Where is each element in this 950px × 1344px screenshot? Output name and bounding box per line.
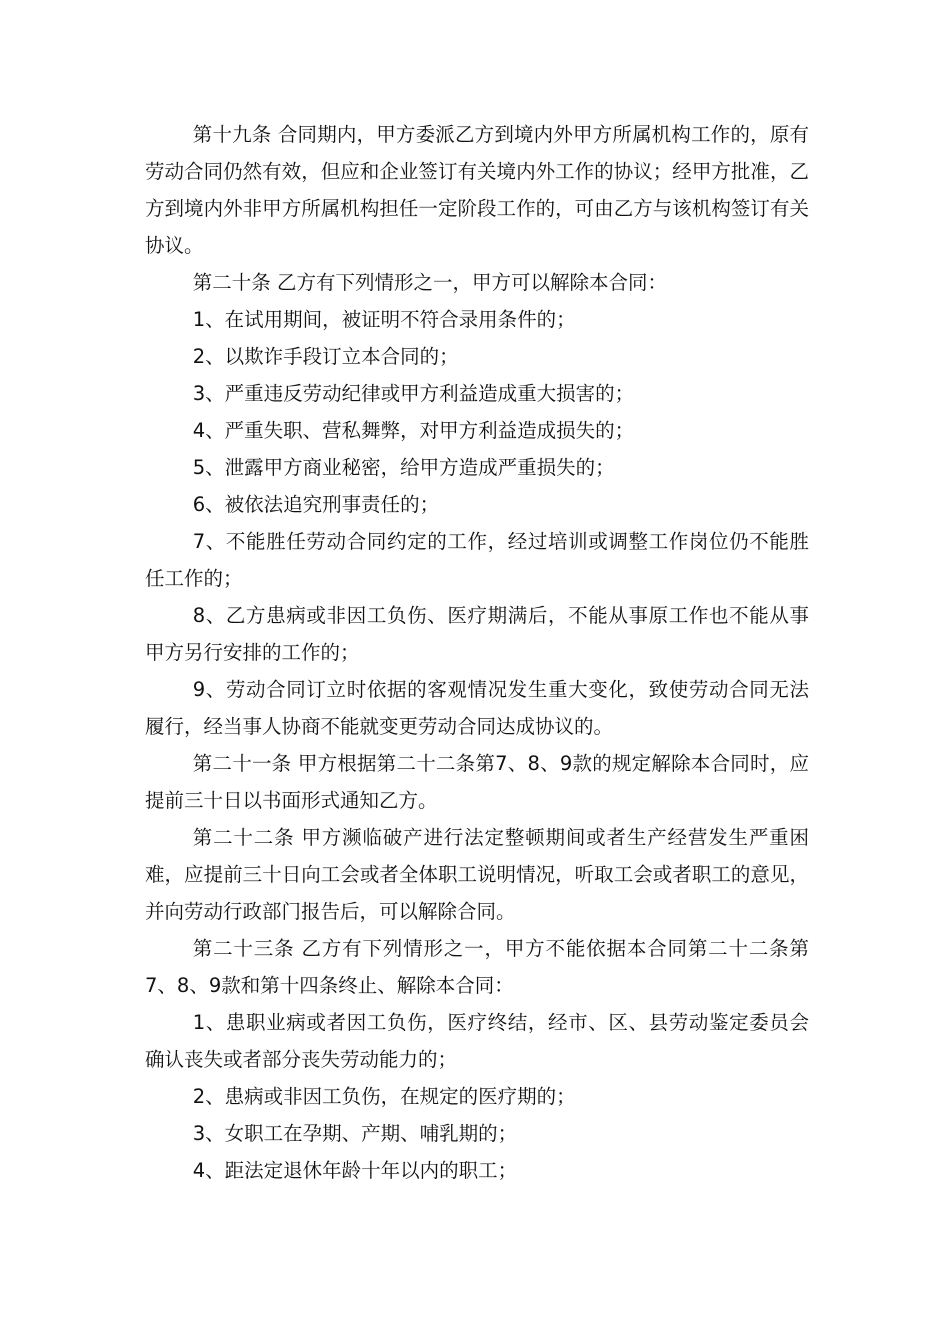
list-item-20-5: 5、泄露甲方商业秘密，给甲方造成严重损失的； xyxy=(192,456,615,479)
list-item-20-4: 4、严重失职、营私舞弊，对甲方利益造成损失的； xyxy=(192,419,635,442)
list-item-23-4: 4、距法定退休年龄十年以内的职工； xyxy=(192,1159,518,1182)
list-item-20-1: 1、在试用期间，被证明不符合录用条件的； xyxy=(192,308,576,331)
document-body xyxy=(145,116,809,1189)
list-item-20-8: 8、乙方患病或非因工负伤、医疗期满后，不能从事原工作也不能从事甲方另行安排的工作的； xyxy=(145,604,809,664)
list-item-20-3: 3、严重违反劳动纪律或甲方利益造成重大损害的； xyxy=(192,382,635,405)
list-item-20-9: 9、劳动合同订立时依据的客观情况发生重大变化，致使劳动合同无法履行，经当事人协商不能就变更劳动合同达成协议的。 xyxy=(145,678,809,738)
paragraph-article-22: 第二十二条 甲方濒临破产进行法定整顿期间或者生产经营发生严重困难，应提前三十日向工会或者全体职工说明情况，听取工会或者职工的意见，并向劳动行政部门报告后，可以解除合同。 xyxy=(145,826,809,923)
list-item-23-1: 1、患职业病或者因工负伤，医疗终结，经市、区、县劳动鉴定委员会确认丧失或者部分丧失劳动能力的； xyxy=(145,1011,809,1071)
paragraph-article-23: 第二十三条 乙方有下列情形之一，甲方不能依据本合同第二十二条第7、8、9款和第十四条终止、解除本合同： xyxy=(145,937,809,997)
paragraph-article-19: 第十九条 合同期内，甲方委派乙方到境内外甲方所属机构工作的，原有劳动合同仍然有效，但应和企业签订有关境内外工作的协议；经甲方批准，乙方到境内外非甲方所属机构担任一定阶段工作的，可由乙方与该机构签订有关协议。 xyxy=(145,123,809,257)
list-item-23-3: 3、女职工在孕期、产期、哺乳期的； xyxy=(192,1122,518,1145)
list-item-20-6: 6、被依法追究刑事责任的； xyxy=(192,493,440,516)
paragraph-article-20: 第二十条 乙方有下列情形之一，甲方可以解除本合同： xyxy=(192,271,667,294)
paragraph-article-21: 第二十一条 甲方根据第二十二条第7、8、9款的规定解除本合同时，应提前三十日以书面形式通知乙方。 xyxy=(145,752,809,812)
list-item-23-2: 2、患病或非因工负伤，在规定的医疗期的； xyxy=(192,1085,576,1108)
list-item-20-2: 2、以欺诈手段订立本合同的； xyxy=(192,345,459,368)
list-item-20-7: 7、不能胜任劳动合同约定的工作，经过培训或调整工作岗位仍不能胜任工作的； xyxy=(145,530,809,590)
